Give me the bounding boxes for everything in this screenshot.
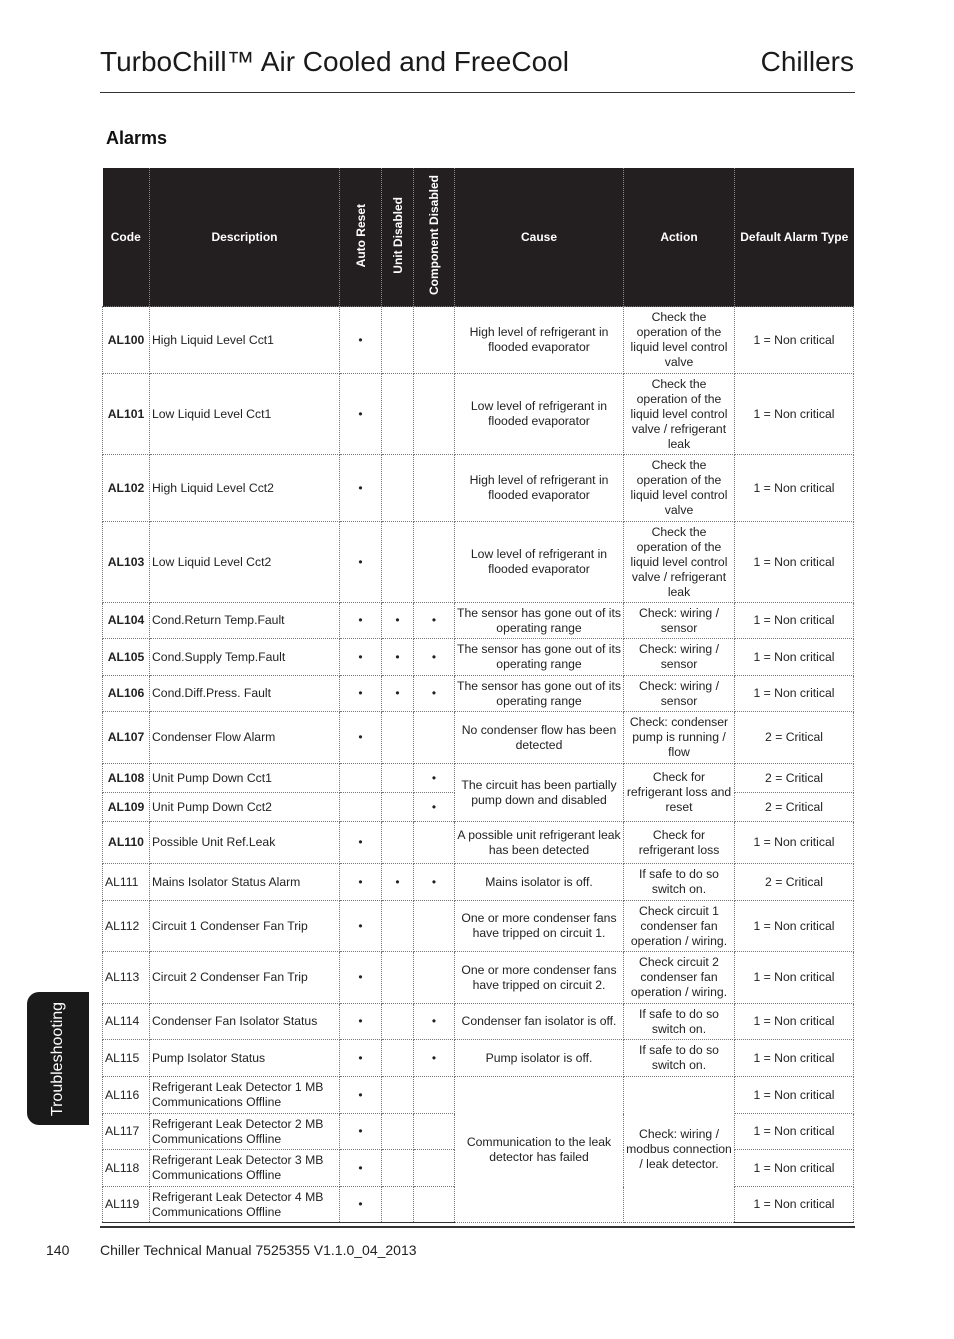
auto-reset-dot: • [340, 455, 382, 522]
alarm-description: Low Liquid Level Cct2 [150, 522, 340, 603]
alarm-cause: High level of refrigerant in flooded evaporator [455, 307, 624, 374]
auto-reset-dot: • [340, 374, 382, 455]
table-row [103, 1077, 854, 1114]
alarm-description: Condenser Fan Isolator Status [150, 1004, 340, 1040]
alarm-action: Check the operation of the liquid level control valve [624, 455, 735, 522]
alarm-type: 1 = Non critical [735, 952, 854, 1004]
auto-reset-dot: • [340, 952, 382, 1004]
page-number: 140 [46, 1242, 70, 1258]
alarm-code: AL106 [103, 676, 150, 712]
alarm-action: Check the operation of the liquid level control valve [624, 307, 735, 374]
alarm-cause: Low level of refrigerant in flooded evaporator [455, 522, 624, 603]
alarm-cause: Pump isolator is off. [455, 1040, 624, 1077]
alarm-type: 1 = Non critical [735, 822, 854, 864]
alarm-code: AL113 [103, 952, 150, 1004]
header-cause: Cause [455, 168, 624, 307]
alarm-type: 2 = Critical [735, 764, 854, 793]
alarm-code: AL112 [103, 901, 150, 952]
alarms-table [102, 168, 854, 1223]
alarm-code: AL107 [103, 712, 150, 764]
alarm-action: Check: wiring / sensor [624, 676, 735, 712]
auto-reset-dot: • [340, 639, 382, 676]
table-row [103, 952, 854, 1004]
side-tab-troubleshooting [27, 992, 89, 1125]
component-disabled-dot: • [414, 1040, 455, 1077]
alarm-action: Check: wiring / modbus connection / leak detector. [624, 1077, 735, 1223]
alarm-description: Circuit 2 Condenser Fan Trip [150, 952, 340, 1004]
table-header-row [103, 168, 854, 307]
alarm-code: AL100 [103, 307, 150, 374]
alarm-code: AL119 [103, 1187, 150, 1223]
alarm-description: Low Liquid Level Cct1 [150, 374, 340, 455]
header-default-alarm-type: Default Alarm Type [735, 168, 854, 307]
auto-reset-dot: • [340, 1077, 382, 1114]
alarm-cause: High level of refrigerant in flooded evaporator [455, 455, 624, 522]
alarm-type: 1 = Non critical [735, 1004, 854, 1040]
component-disabled-dot: • [414, 1004, 455, 1040]
alarm-action: Check the operation of the liquid level control valve / refrigerant leak [624, 522, 735, 603]
alarm-description: Refrigerant Leak Detector 4 MB Communications Offline [150, 1187, 340, 1223]
auto-reset-dot: • [340, 676, 382, 712]
auto-reset-dot: • [340, 712, 382, 764]
component-disabled-dot: • [414, 676, 455, 712]
alarm-cause: One or more condenser fans have tripped on circuit 2. [455, 952, 624, 1004]
auto-reset-dot: • [340, 307, 382, 374]
header-divider [100, 92, 855, 93]
table-row [103, 1004, 854, 1040]
alarm-type: 1 = Non critical [735, 603, 854, 639]
unit-disabled-dot: • [382, 603, 414, 639]
side-tab-label: Troubleshooting [49, 1001, 66, 1116]
alarm-cause: A possible unit refrigerant leak has been detected [455, 822, 624, 864]
header-code: Code [103, 168, 150, 307]
header-auto-reset: Auto Reset [340, 168, 382, 307]
alarm-type: 1 = Non critical [735, 1150, 854, 1187]
alarm-description: Cond.Return Temp.Fault [150, 603, 340, 639]
alarm-type: 1 = Non critical [735, 676, 854, 712]
alarm-code: AL105 [103, 639, 150, 676]
alarm-code: AL115 [103, 1040, 150, 1077]
table-row [103, 822, 854, 864]
auto-reset-dot: • [340, 1114, 382, 1150]
header-component-disabled: Component Disabled [414, 168, 455, 307]
alarm-type: 2 = Critical [735, 712, 854, 764]
alarm-action: Check: wiring / sensor [624, 603, 735, 639]
alarm-code: AL116 [103, 1077, 150, 1114]
table-row [103, 639, 854, 676]
table-row [103, 1040, 854, 1077]
table-row [103, 676, 854, 712]
alarm-cause: One or more condenser fans have tripped on circuit 1. [455, 901, 624, 952]
alarm-code: AL117 [103, 1114, 150, 1150]
unit-disabled-dot: • [382, 864, 414, 901]
alarm-action: If safe to do so switch on. [624, 864, 735, 901]
alarm-description: Unit Pump Down Cct1 [150, 764, 340, 793]
alarm-code: AL118 [103, 1150, 150, 1187]
auto-reset-dot: • [340, 864, 382, 901]
section-title: Alarms [106, 128, 168, 148]
alarm-code: AL102 [103, 455, 150, 522]
alarm-action: Check: condenser pump is running / flow [624, 712, 735, 764]
alarm-type: 1 = Non critical [735, 901, 854, 952]
alarm-code: AL114 [103, 1004, 150, 1040]
table-row [103, 455, 854, 522]
footer-divider [100, 1226, 855, 1228]
alarm-code: AL111 [103, 864, 150, 901]
alarm-description: Circuit 1 Condenser Fan Trip [150, 901, 340, 952]
page-title: TurboChill™ Air Cooled and FreeCool [100, 46, 569, 77]
component-disabled-dot: • [414, 864, 455, 901]
alarm-cause: The sensor has gone out of its operating range [455, 676, 624, 712]
alarm-cause: No condenser flow has been detected [455, 712, 624, 764]
alarm-description: Cond.Diff.Press. Fault [150, 676, 340, 712]
auto-reset-dot: • [340, 901, 382, 952]
table-row [103, 712, 854, 764]
unit-disabled-dot: • [382, 676, 414, 712]
alarm-cause: Condenser fan isolator is off. [455, 1004, 624, 1040]
alarm-type: 1 = Non critical [735, 522, 854, 603]
alarm-description: Condenser Flow Alarm [150, 712, 340, 764]
alarm-cause: Communication to the leak detector has failed [455, 1077, 624, 1223]
alarm-type: 1 = Non critical [735, 1040, 854, 1077]
alarm-type: 2 = Critical [735, 793, 854, 822]
table-row [103, 603, 854, 639]
alarm-cause: Low level of refrigerant in flooded evaporator [455, 374, 624, 455]
alarm-code: AL108 [103, 764, 150, 793]
auto-reset-dot: • [340, 1187, 382, 1223]
unit-disabled-dot: • [382, 639, 414, 676]
alarm-code: AL101 [103, 374, 150, 455]
alarm-action: Check: wiring / sensor [624, 639, 735, 676]
header-unit-disabled: Unit Disabled [382, 168, 414, 307]
table-row [103, 522, 854, 603]
auto-reset-dot: • [340, 522, 382, 603]
alarm-description: High Liquid Level Cct1 [150, 307, 340, 374]
alarm-description: Refrigerant Leak Detector 3 MB Communications Offline [150, 1150, 340, 1187]
header-action: Action [624, 168, 735, 307]
alarm-action: Check for refrigerant loss [624, 822, 735, 864]
alarm-action: Check circuit 2 condenser fan operation / wiring. [624, 952, 735, 1004]
table-row [103, 374, 854, 455]
alarm-type: 1 = Non critical [735, 639, 854, 676]
component-disabled-dot: • [414, 793, 455, 822]
alarm-description: Possible Unit Ref.Leak [150, 822, 340, 864]
alarm-action: Check the operation of the liquid level control valve / refrigerant leak [624, 374, 735, 455]
alarm-action: If safe to do so switch on. [624, 1040, 735, 1077]
component-disabled-dot: • [414, 764, 455, 793]
auto-reset-dot: • [340, 603, 382, 639]
footer-manual-reference: Chiller Technical Manual 7525355 V1.1.0_04_2013 [100, 1242, 417, 1258]
alarm-code: AL104 [103, 603, 150, 639]
alarm-description: High Liquid Level Cct2 [150, 455, 340, 522]
auto-reset-dot: • [340, 1150, 382, 1187]
auto-reset-dot: • [340, 822, 382, 864]
alarm-cause: Mains isolator is off. [455, 864, 624, 901]
alarm-description: Pump Isolator Status [150, 1040, 340, 1077]
table-row [103, 764, 854, 793]
alarm-type: 1 = Non critical [735, 307, 854, 374]
alarm-type: 1 = Non critical [735, 1077, 854, 1114]
alarm-description: Unit Pump Down Cct2 [150, 793, 340, 822]
alarm-description: Refrigerant Leak Detector 1 MB Communications Offline [150, 1077, 340, 1114]
alarm-action: If safe to do so switch on. [624, 1004, 735, 1040]
alarm-type: 2 = Critical [735, 864, 854, 901]
alarm-code: AL103 [103, 522, 150, 603]
component-disabled-dot: • [414, 603, 455, 639]
component-disabled-dot: • [414, 639, 455, 676]
alarm-cause: The sensor has gone out of its operating range [455, 603, 624, 639]
table-row [103, 901, 854, 952]
alarm-cause: The circuit has been partially pump down and disabled [455, 764, 624, 822]
header-description: Description [150, 168, 340, 307]
alarm-cause: The sensor has gone out of its operating range [455, 639, 624, 676]
alarm-description: Cond.Supply Temp.Fault [150, 639, 340, 676]
alarm-description: Refrigerant Leak Detector 2 MB Communications Offline [150, 1114, 340, 1150]
alarm-type: 1 = Non critical [735, 374, 854, 455]
alarm-type: 1 = Non critical [735, 1114, 854, 1150]
alarm-type: 1 = Non critical [735, 455, 854, 522]
alarm-description: Mains Isolator Status Alarm [150, 864, 340, 901]
page-title-right: Chillers [760, 46, 854, 77]
alarm-code: AL110 [103, 822, 150, 864]
alarm-code: AL109 [103, 793, 150, 822]
alarm-action: Check for refrigerant loss and reset [624, 764, 735, 822]
auto-reset-dot: • [340, 1040, 382, 1077]
table-row [103, 864, 854, 901]
table-row [103, 307, 854, 374]
alarm-action: Check circuit 1 condenser fan operation / wiring. [624, 901, 735, 952]
alarm-type: 1 = Non critical [735, 1187, 854, 1223]
auto-reset-dot: • [340, 1004, 382, 1040]
